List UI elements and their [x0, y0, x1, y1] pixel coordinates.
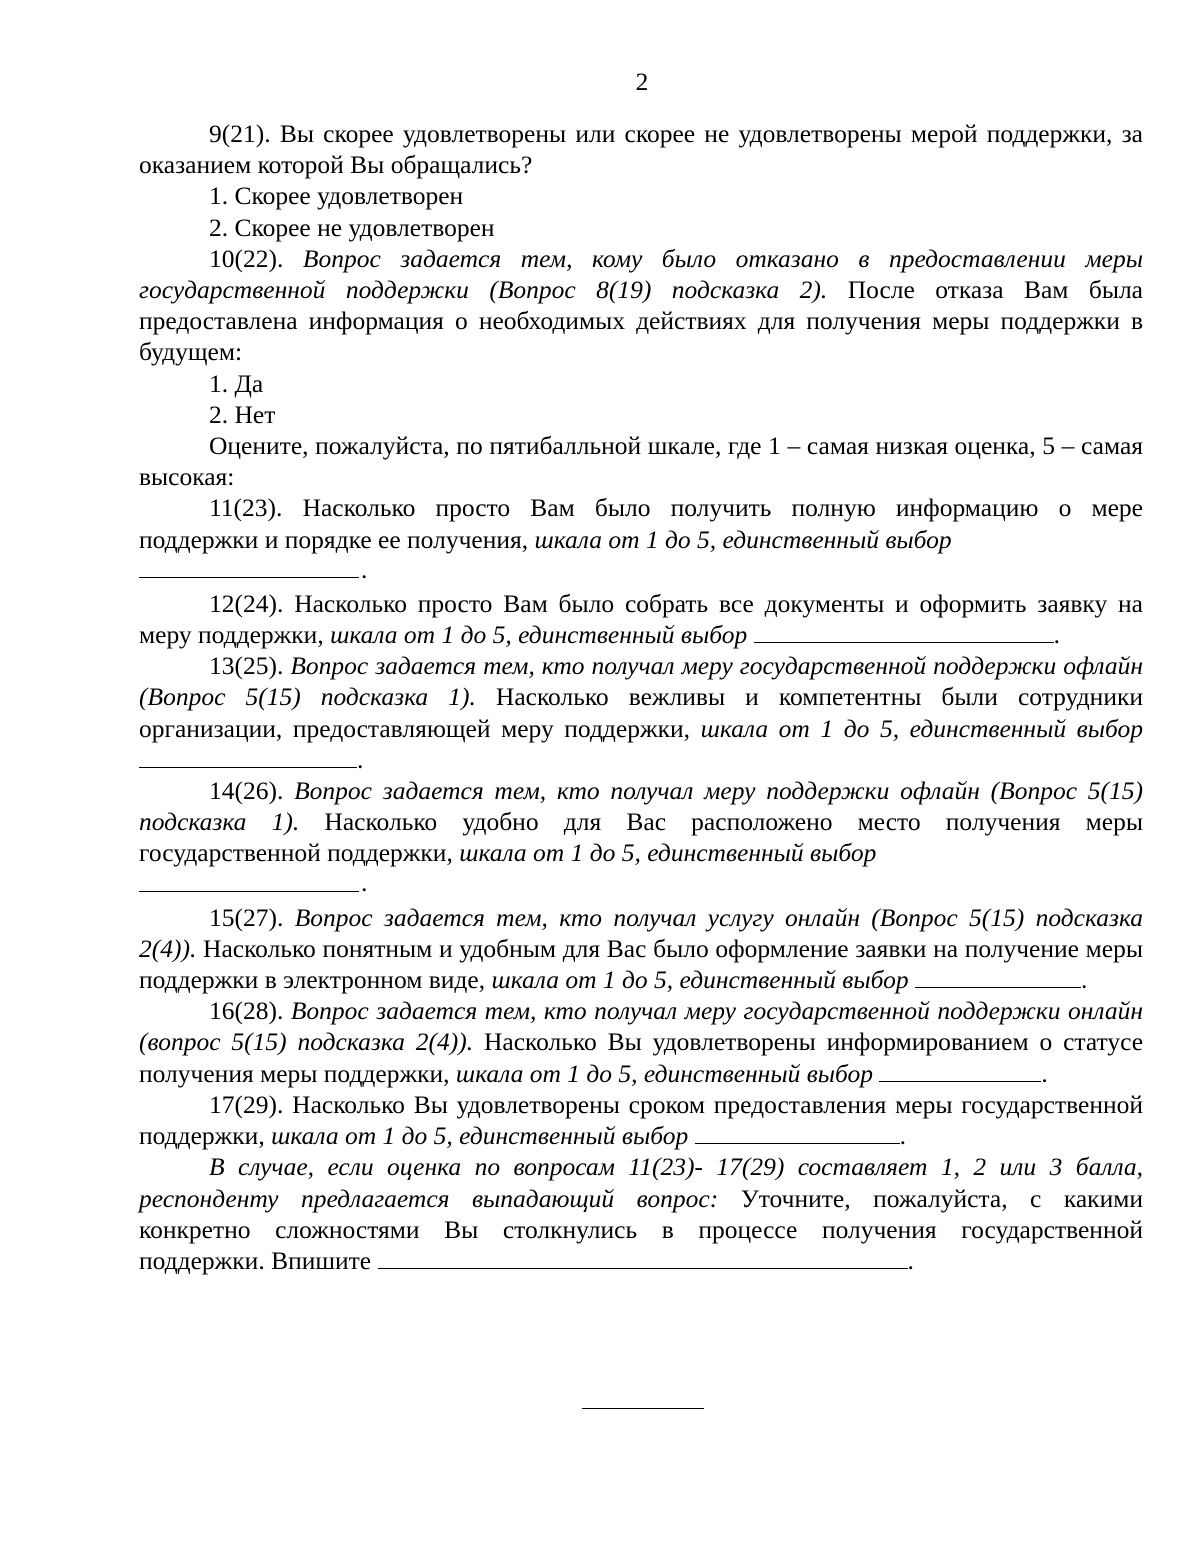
- answer-option: 1. Да: [209, 368, 264, 398]
- answer-blank: [139, 747, 357, 768]
- page-number: 2: [635, 67, 649, 96]
- question-text: Насколько Вы удовлетворены сроком предоставления меры государственной поддержки,: [139, 1089, 1144, 1151]
- question-11: [139, 492, 1143, 554]
- question-note: Вопрос задается тем, кто получал меру государственной поддержки онлайн (вопрос 5(15) подсказка 2(4)).: [139, 996, 1143, 1057]
- scale-note: шкала от 1 до 5, единственный выбор: [330, 620, 748, 650]
- document-body: [139, 118, 1143, 1276]
- question-text: После отказа Вам была предоставлена информация о необходимых действиях для получения меры поддержки в будущем:: [139, 275, 1143, 367]
- question-14: [139, 775, 1143, 869]
- question-number: 14(26).: [209, 776, 284, 806]
- answer-blank: [378, 1248, 908, 1269]
- question-number: 10(22).: [209, 243, 284, 273]
- question-note: Вопрос задается тем, кто получал меру государственной поддержки офлайн (Вопрос 5(15) подсказка 1).: [139, 651, 1144, 712]
- period: .: [1041, 1058, 1048, 1088]
- answer-blank: [754, 622, 1054, 643]
- period: .: [357, 744, 364, 774]
- question-text: Насколько просто Вам было получить полную информацию о мере поддержки и порядке ее получения,: [139, 493, 1143, 554]
- answer-option: 2. Скорее не удовлетворен: [209, 212, 495, 242]
- question-15: [139, 902, 1143, 996]
- answer-blank-line: [139, 868, 368, 898]
- question-17: [139, 1089, 1143, 1151]
- question-note: В случае, если оценка по вопросам 11(23)- 17(29) составляет 1, 2 или 3 балла, респонденту предлагается выпадающий вопрос:: [139, 1152, 1143, 1213]
- question-13: [139, 650, 1143, 775]
- question-number: 12(24).: [209, 588, 284, 618]
- scale-note: шкала от 1 до 5, единственный выбор: [271, 1121, 689, 1151]
- period: .: [907, 1245, 914, 1275]
- answer-option: 1. Скорее удовлетворен: [209, 181, 464, 211]
- answer-blank: [915, 967, 1081, 988]
- period: .: [1053, 620, 1060, 650]
- scale-instruction: Оцените, пожалуйста, по пятибалльной шкале, где 1 – самая низкая оценка, 5 – самая высокая:: [139, 431, 1143, 492]
- answer-blank: [879, 1061, 1041, 1082]
- followup-question: [139, 1151, 1143, 1276]
- period: .: [1081, 965, 1088, 995]
- question-text: Насколько просто Вам было собрать все документы и оформить заявку на меру поддержки,: [139, 588, 1143, 650]
- question-number: 15(27).: [209, 902, 284, 932]
- scale-note: шкала от 1 до 5, единственный выбор: [700, 713, 1144, 743]
- scale-note: шкала от 1 до 5, единственный выбор: [534, 524, 952, 554]
- question-note: Вопрос задается тем, кто получал меру поддержки офлайн (Вопрос 5(15) подсказка 1).: [139, 776, 1143, 837]
- question-number: 13(25).: [209, 651, 284, 681]
- question-number: 11(23).: [209, 493, 283, 523]
- question-10: [139, 243, 1143, 368]
- question-note: Вопрос задается тем, кто получал услугу онлайн (Вопрос 5(15) подсказка 2(4)).: [139, 902, 1144, 963]
- question-text: Насколько понятным и удобным для Вас было оформление заявки на получение меры поддержки в электронном виде,: [139, 933, 1143, 995]
- scale-note: шкала от 1 до 5, единственный выбор: [455, 1058, 874, 1088]
- question-text: Насколько удобно для Вас расположено место получения меры государственной поддержки,: [139, 807, 1144, 868]
- period: .: [361, 554, 368, 584]
- period: .: [899, 1121, 907, 1151]
- end-rule: [582, 1408, 704, 1409]
- answer-blank-line: [139, 554, 368, 584]
- scale-note: шкала от 1 до 5, единственный выбор: [491, 965, 909, 995]
- question-12: [139, 588, 1143, 650]
- question-text: Насколько вежливы и компетентны были сотрудники организации, предоставляющей меру поддержки,: [139, 682, 1144, 743]
- question-text: Насколько Вы удовлетворены информированием о статусе получения меры поддержки,: [139, 1027, 1144, 1088]
- answer-option: 2. Нет: [209, 399, 276, 429]
- scale-note: шкала от 1 до 5, единственный выбор: [459, 838, 877, 868]
- question-text: Вы скорее удовлетворены или скорее не удовлетворены мерой поддержки, за оказанием которой Вы обращались?: [139, 119, 1143, 180]
- question-9: [139, 118, 1143, 180]
- question-note: Вопрос задается тем, кому было отказано в предоставлении меры государственной поддержки (Вопрос 8(19) подсказка 2).: [139, 243, 1143, 305]
- question-number: 9(21).: [209, 119, 271, 148]
- question-16: [139, 995, 1143, 1089]
- question-number: 17(29).: [209, 1089, 284, 1119]
- answer-blank: [695, 1123, 900, 1144]
- question-number: 16(28).: [209, 996, 284, 1026]
- question-text: Уточните, пожалуйста, с какими конкретно сложностями Вы столкнулись в процессе получения государственной поддержки. Впишите: [139, 1183, 1143, 1275]
- period: .: [361, 868, 368, 898]
